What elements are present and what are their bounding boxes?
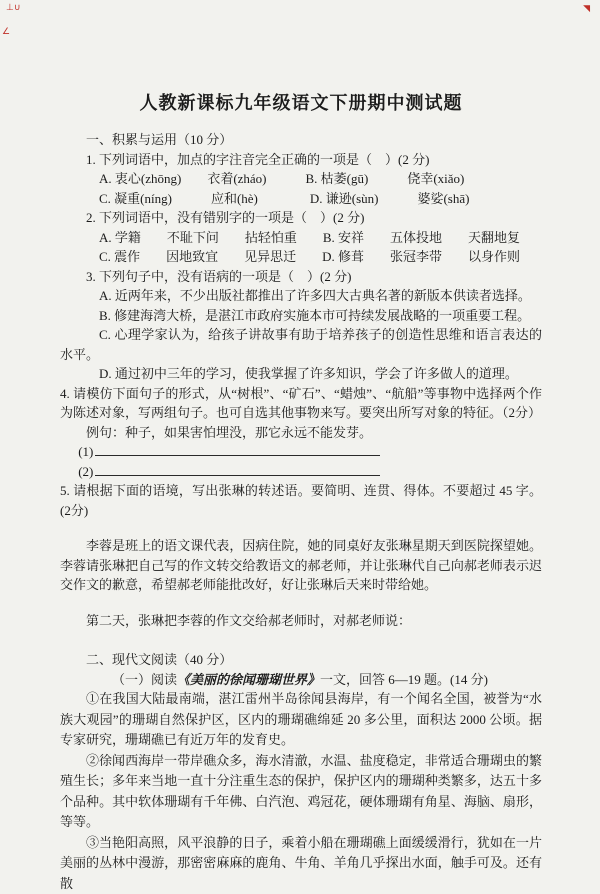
q3-option-d: D. 通过初中三年的学习，使我掌握了许多知识，学会了许多做人的道理。 [99, 366, 518, 381]
blank-label-2: (2) [78, 463, 94, 479]
q1-options-row-ab: A. 衷心(zhōng) 衣着(zháo) B. 枯萎(gū) 侥幸(xiǎo) [99, 171, 465, 186]
q5-stem: 5. 请根据下面的语境，写出张琳的转述语。要简明、连贯、得体。不要超过 45 字。(2分) [60, 483, 542, 518]
section-accumulation [60, 130, 542, 630]
section-reading-heading: 二、现代文阅读（40 分） [86, 652, 233, 667]
q5-context-paragraph: 李蓉是班上的语文课代表，因病住院，她的同桌好友张琳星期天到医院探望她。李蓉请张琳把自己写的作文转交给教语文的郝老师，并让张琳代自己向郝老师表示迟交作文的歉意，希望郝老师能批改好，好让张琳后天来时带给她。 [60, 538, 542, 592]
reading-intro-line [60, 670, 542, 690]
q3-option-c: C. 心理学家认为，给孩子讲故事有助于培养孩子的创造性思维和语言表达的水平。 [60, 327, 542, 362]
watermark-fragment-left-edge: ∠ [2, 27, 11, 37]
q2-stem: 2. 下列词语中，没有错别字的一项是（ ）(2 分) [86, 210, 365, 225]
q3-option-a: A. 近两年来，不少出版社都推出了许多四大古典名著的新版本供读者选择。 [99, 288, 531, 303]
watermark-fragment-top-right: ◥ [583, 4, 590, 14]
reading-intro-suffix: 一文，回答 6—19 题。(14 分) [320, 671, 488, 687]
q5-context-followup: 第二天，张琳把李蓉的作文交给郝老师时，对郝老师说： [86, 612, 412, 628]
section-accumulation-heading: 一、积累与运用（10 分） [86, 132, 233, 147]
section-reading [60, 650, 542, 894]
q1-stem: 1. 下列词语中，加点的字注音完全正确的一项是（ ）(2 分) [86, 151, 430, 167]
blank-label-1: (1) [78, 444, 94, 459]
q3-stem: 3. 下列句子中，没有语病的一项是（ ）(2 分) [86, 268, 352, 284]
q2-options-row-ab: A. 学籍 不耻下问 拈轻怕重 B. 安祥 五体投地 天翻地复 [99, 229, 521, 245]
q4-stem: 4. 请模仿下面句子的形式，从“树根”、“矿石”、“蜡烛”、“航船”等事物中选择两个作为陈述对象，写两组句子。也可自选其他事物来写。要突出所写对象的特征。（2分） [60, 385, 542, 420]
watermark-fragment-top-left: ⊥∪ [6, 3, 21, 13]
q4-answer-row-2 [60, 462, 542, 482]
q4-example-sentence: 例句：种子，如果害怕埋没，那它永远不能发芽。 [86, 424, 373, 440]
q2-options-row-cd: C. 震作 因地致宜 见异思迁 D. 修葺 张冠李带 以身作则 [99, 249, 521, 264]
reading-intro-prefix: （一）阅读 [112, 671, 178, 687]
answer-underline-1 [95, 444, 380, 456]
reading-book-title: 《美丽的徐闻珊瑚世界》 [177, 671, 321, 687]
passage-paragraph-1: ①在我国大陆最南端，湛江雷州半岛徐闻县海岸，有一个闻名全国，被誉为“水族大观园”的珊瑚自然保护区，区内的珊瑚礁绵延 20 多公里，面积达 2000 公顷。据专家研究，珊瑚礁已有近万年的发育史。 [60, 691, 542, 748]
passage-paragraph-2: ②徐闻西海岸一带岸礁众多，海水清澈，水温、盐度稳定，非常适合珊瑚虫的繁殖生长；多年来当地一直十分注重生态的保护，保护区内的珊瑚种类繁多，达五十多个品种。其中软体珊瑚有千年佛、白汽泡、鸡冠花，硬体珊瑚有角星、海脑、扇形，等等。 [60, 752, 542, 830]
answer-underline-2 [95, 464, 380, 476]
reading-passage [60, 689, 542, 894]
q1-options-row-cd: C. 凝重(níng) 应和(hè) D. 谦逊(sùn) 婆娑(shā) [99, 190, 470, 206]
q3-option-b: B. 修建海湾大桥，是湛江市政府实施本市可持续发展战略的一项重要工程。 [99, 307, 531, 323]
q4-answer-row-1 [60, 442, 542, 462]
page-title: 人教新课标九年级语文下册期中测试题 [139, 93, 463, 113]
passage-paragraph-3: ③当艳阳高照，风平浪静的日子，乘着小船在珊瑚礁上面缓缓滑行，犹如在一片美丽的丛林中漫游，那密密麻麻的鹿角、牛角、羊角几乎探出水面，触手可及。还有散 [60, 834, 542, 891]
